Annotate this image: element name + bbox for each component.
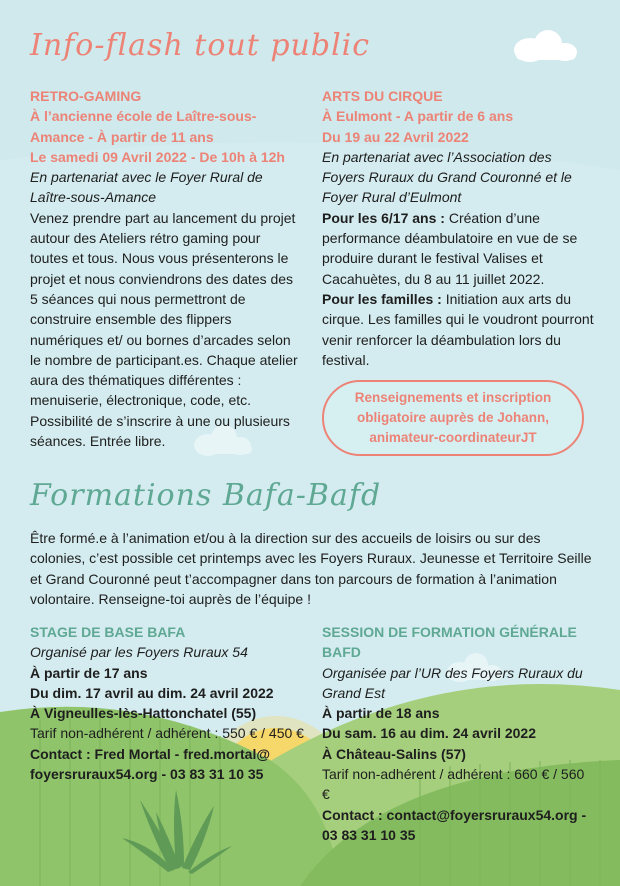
arts-cirque-section	[322, 86, 594, 370]
bafa-contact: Contact : Fred Mortal - fred.mortal@ foyersruraux54.org - 03 83 31 10 35	[30, 745, 270, 783]
bafd-dates: Du sam. 16 au dim. 24 avril 2022	[322, 725, 537, 742]
bafd-heading: SESSION DE FORMATION GÉNÉRALE BAFD	[322, 624, 577, 661]
cirque-families-text: Initiation aux arts du cirque. Les familles qui le voudront pourront venir renforcer la déambulation lors du festival.	[322, 290, 594, 368]
cirque-families-label: Pour les familles :	[322, 290, 442, 307]
registration-callout	[322, 380, 584, 456]
retro-gaming-section	[30, 86, 298, 451]
info-flash-title: Info-flash tout public	[30, 28, 371, 63]
bafd-contact: Contact : contact@foyersruraux54.org - 03 83 31 10 35	[322, 806, 587, 843]
retro-location: À l’ancienne école de Laître-sous-Amance - À partir de 11 ans	[30, 108, 257, 145]
bafd-organizer: Organisée par l’UR des Foyers Ruraux du Grand Est	[322, 664, 583, 701]
cirque-location: À Eulmont - A partir de 6 ans	[322, 108, 514, 125]
cirque-heading: ARTS DU CIRQUE	[322, 88, 443, 104]
bafa-section	[30, 622, 306, 784]
bafa-dates: Du dim. 17 avril au dim. 24 avril 2022	[30, 684, 274, 701]
cirque-youth-text: Création d’une performance déambulatoire en vue de se produire durant le festival Valises et Cacahuètes, du 8 au 11 juillet 2022.	[322, 209, 578, 287]
bafd-section	[322, 622, 594, 845]
cirque-partner: En partenariat avec l’Association des Foyers Ruraux du Grand Couronné et le Foyer Rural d’Eulmont	[322, 148, 572, 206]
retro-heading: RETRO-GAMING	[30, 88, 142, 104]
cirque-youth-label: Pour les 6/17 ans :	[322, 209, 445, 226]
cirque-paragraph-families	[322, 289, 594, 370]
bafa-price: Tarif non-adhérent / adhérent : 550 € / 450 €	[30, 725, 304, 742]
bafd-price: Tarif non-adhérent / adhérent : 660 € / 560 €	[322, 766, 585, 803]
retro-partner: En partenariat avec le Foyer Rural de Laître-sous-Amance	[30, 169, 263, 206]
bafa-organizer: Organisé par les Foyers Ruraux 54	[30, 644, 248, 661]
bafa-age: À partir de 17 ans	[30, 664, 148, 681]
formations-intro: Être formé.e à l’animation et/ou à la direction sur des accueils de loisirs ou sur des colonies, c’est possible cet printemps avec les Foyers Ruraux. Jeunesse et Territoire Seille et Grand Couronné peut t’accompagner dans ton parcours de formation à l’animation volontaire. Renseigne-toi auprès de l’équipe !	[30, 530, 592, 607]
registration-text: Renseignements et inscription obligatoire auprès de Johann, animateur-coordinateurJT	[354, 390, 552, 445]
bafa-heading: STAGE DE BASE BAFA	[30, 624, 186, 640]
cirque-date: Du 19 au 22 Avril 2022	[322, 128, 469, 145]
bafa-place: À Vigneulles-lès-Hattonchatel (55)	[30, 705, 257, 722]
retro-date: Le samedi 09 Avril 2022 - De 10h à 12h	[30, 148, 285, 165]
cirque-paragraph-youth	[322, 208, 594, 289]
bafd-place: À Château-Salins (57)	[322, 745, 466, 762]
formations-title: Formations Bafa-Bafd	[30, 478, 382, 513]
retro-body: Venez prendre part au lancement du projet autour des Ateliers rétro gaming pour toutes et tous. Nous vous présenterons le projet et nous conviendrons des dates des 5 séances qui nous permettront de construire ensemble des flippers numériques et/ ou bornes d’arcades selon le nombre de participant.es. Chaque atelier aura des thématiques différentes : menuiserie, électronique, code, etc. Possibilité de s’inscrire à une ou plusieurs séances. Entrée libre.	[30, 209, 298, 450]
bafd-age: À partir de 18 ans	[322, 705, 440, 722]
